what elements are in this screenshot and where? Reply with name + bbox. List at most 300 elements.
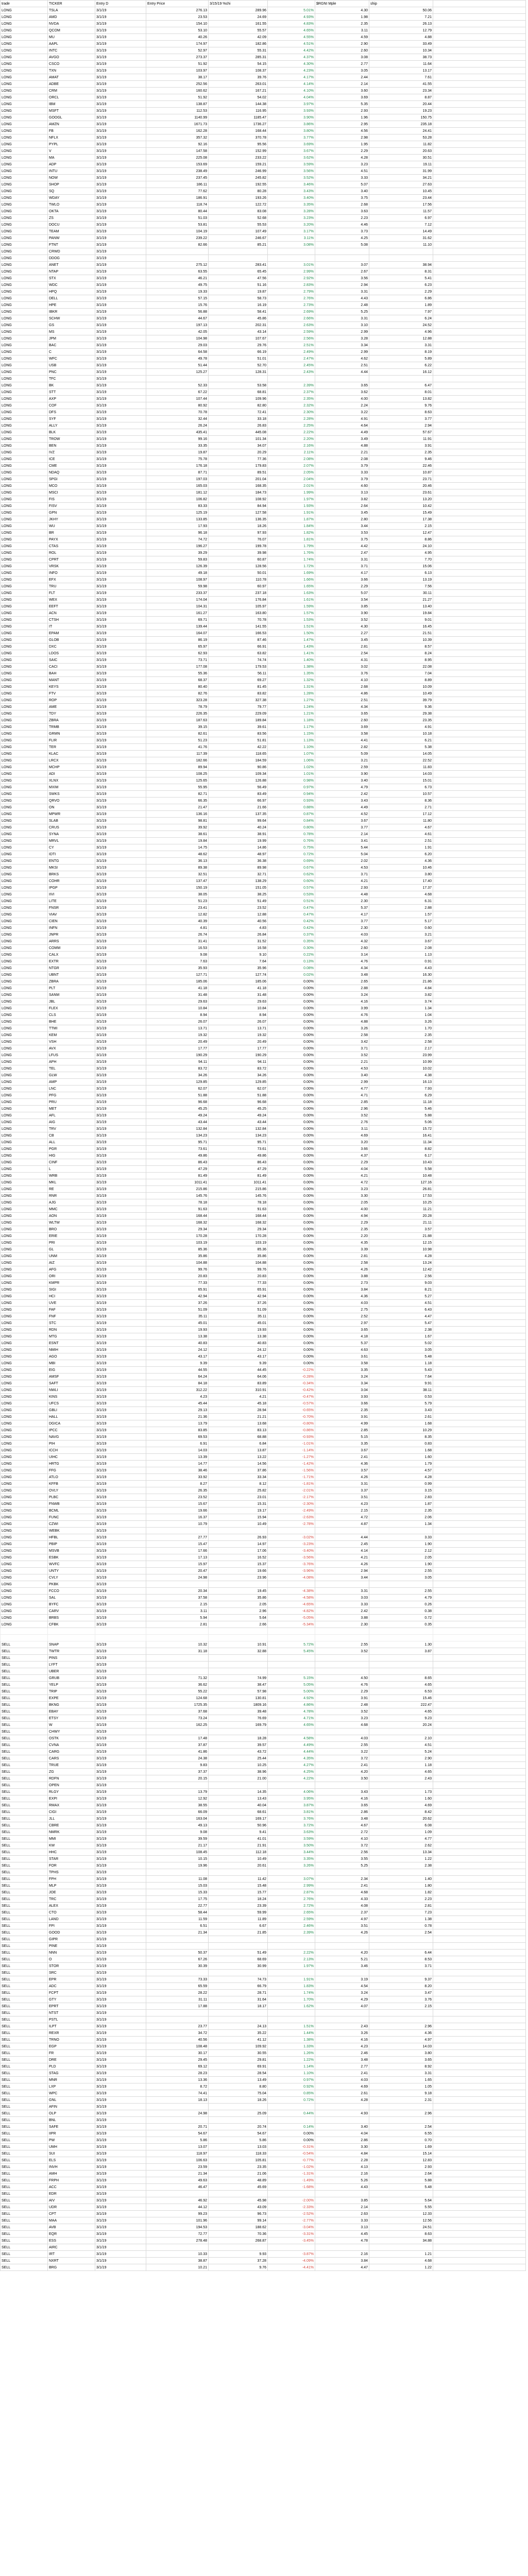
empty-cell[interactable] [433, 2063, 526, 2070]
multiple-cell[interactable]: 3.69 [315, 94, 369, 101]
trade-cell[interactable]: LONG [1, 764, 48, 771]
trade-cell[interactable]: LONG [1, 248, 48, 255]
current-price-cell[interactable]: 151.05 [209, 885, 268, 891]
ship-cell[interactable]: 10.02 [369, 1065, 433, 1072]
multiple-cell[interactable]: 3.69 [315, 724, 369, 731]
ship-cell[interactable]: 23.44 [369, 195, 433, 201]
trade-cell[interactable]: LONG [1, 1126, 48, 1132]
entry-price-cell[interactable]: 24.98 [146, 1574, 209, 1581]
ticker-cell[interactable]: ADC [48, 1983, 95, 1990]
ticker-cell[interactable]: BRBS [48, 1615, 95, 1621]
entry-date-cell[interactable]: 3/1/19 [95, 1467, 146, 1474]
change-cell[interactable]: 0.87% [268, 811, 315, 818]
multiple-cell[interactable]: 3.71 [315, 563, 369, 570]
entry-date-cell[interactable]: 3/1/19 [95, 469, 146, 476]
ship-cell[interactable]: 2.71 [369, 804, 433, 811]
empty-cell[interactable] [433, 21, 526, 27]
ship-cell[interactable]: 235.18 [369, 121, 433, 128]
multiple-cell[interactable]: 2.99 [315, 329, 369, 335]
ship-cell[interactable]: 8.24 [369, 650, 433, 657]
entry-date-cell[interactable]: 3/1/19 [95, 744, 146, 751]
trade-cell[interactable]: LONG [1, 818, 48, 824]
trade-cell[interactable] [1, 1635, 48, 1641]
ticker-cell[interactable]: FOR [48, 1862, 95, 1869]
entry-price-cell[interactable]: 33.35 [146, 443, 209, 449]
entry-price-cell[interactable]: 26.74 [146, 931, 209, 938]
ticker-cell[interactable]: NMIH [48, 1347, 95, 1353]
current-price-cell[interactable]: 15.94 [209, 1514, 268, 1521]
change-cell[interactable]: 0.13% [268, 958, 315, 965]
ticker-cell[interactable]: MTG [48, 1333, 95, 1340]
current-price-cell[interactable]: 129.85 [209, 1079, 268, 1086]
change-cell[interactable]: 0.88% [268, 804, 315, 811]
ship-cell[interactable]: 23.61 [369, 489, 433, 496]
ticker-cell[interactable]: FR [48, 2050, 95, 2057]
entry-date-cell[interactable]: 3/1/19 [95, 1755, 146, 1762]
entry-date-cell[interactable]: 3/1/19 [95, 2157, 146, 2164]
ticker-cell[interactable]: MA [48, 155, 95, 161]
empty-cell[interactable] [433, 1648, 526, 1655]
change-cell[interactable]: 2.45% [268, 362, 315, 369]
ticker-cell[interactable]: ALLY [48, 422, 95, 429]
multiple-cell[interactable]: 3.52 [315, 1052, 369, 1059]
entry-price-cell[interactable]: 23.41 [146, 905, 209, 911]
trade-cell[interactable]: LONG [1, 443, 48, 449]
ticker-cell[interactable]: MPWR [48, 811, 95, 818]
entry-date-cell[interactable]: 3/1/19 [95, 1970, 146, 1976]
ship-cell[interactable]: 5.24 [369, 1749, 433, 1755]
current-price-cell[interactable]: 327.38 [209, 697, 268, 704]
ship-cell[interactable]: 222.47 [369, 1702, 433, 1708]
ticker-cell[interactable]: BEN [48, 443, 95, 449]
entry-price-cell[interactable]: 94.11 [146, 1059, 209, 1065]
entry-price-cell[interactable]: 103.97 [146, 67, 209, 74]
current-price-cell[interactable]: 99.76 [209, 1266, 268, 1273]
entry-date-cell[interactable]: 3/1/19 [95, 1005, 146, 1012]
current-price-cell[interactable]: 370.78 [209, 134, 268, 141]
trade-cell[interactable]: LONG [1, 1086, 48, 1092]
change-cell[interactable]: 3.35% [268, 201, 315, 208]
ship-cell[interactable]: 38.11 [369, 1387, 433, 1394]
ship-cell[interactable]: 14.05 [369, 751, 433, 757]
ticker-cell[interactable]: RMAX [48, 1802, 95, 1809]
ship-cell[interactable]: 1.30 [369, 1641, 433, 1648]
current-price-cell[interactable]: 144.38 [209, 101, 268, 108]
empty-cell[interactable] [433, 201, 526, 208]
entry-date-cell[interactable]: 3/1/19 [95, 603, 146, 610]
current-price-cell[interactable]: 74.73 [209, 1976, 268, 1983]
ship-cell[interactable]: 0.38 [369, 1608, 433, 1615]
ticker-cell[interactable]: KLAC [48, 751, 95, 757]
entry-price-cell[interactable]: 62.93 [146, 650, 209, 657]
ship-cell[interactable]: 2.64 [369, 2171, 433, 2177]
current-price-cell[interactable]: 109.92 [209, 2043, 268, 2050]
change-cell[interactable]: 1.51% [268, 623, 315, 630]
change-cell[interactable]: 4.42% [268, 47, 315, 54]
empty-cell[interactable] [433, 831, 526, 838]
entry-price-cell[interactable]: 41.86 [146, 1749, 209, 1755]
change-cell[interactable]: 1.65% [268, 583, 315, 590]
ship-cell[interactable]: 39.79 [369, 697, 433, 704]
entry-date-cell[interactable]: 3/1/19 [95, 1675, 146, 1682]
entry-date-cell[interactable]: 3/1/19 [95, 1045, 146, 1052]
entry-date-cell[interactable]: 3/1/19 [95, 590, 146, 597]
multiple-cell[interactable]: 4.69 [315, 1132, 369, 1139]
multiple-cell[interactable]: 2.60 [315, 945, 369, 952]
current-price-cell[interactable]: 40.04 [209, 1802, 268, 1809]
change-cell[interactable]: 0.00% [268, 1166, 315, 1173]
entry-price-cell[interactable]: 117.39 [146, 751, 209, 757]
change-cell[interactable]: -0.28% [268, 1374, 315, 1380]
empty-cell[interactable] [433, 1474, 526, 1481]
current-price-cell[interactable]: 68.61 [209, 1809, 268, 1816]
entry-date-cell[interactable]: 3/1/19 [95, 2043, 146, 2050]
entry-date-cell[interactable]: 3/1/19 [95, 1146, 146, 1153]
trade-cell[interactable]: LONG [1, 757, 48, 764]
entry-price-cell[interactable]: 174.04 [146, 597, 209, 603]
multiple-cell[interactable]: 4.13 [315, 2164, 369, 2171]
ship-cell[interactable]: 21.11 [369, 1219, 433, 1226]
ship-cell[interactable]: 6.21 [369, 737, 433, 744]
change-cell[interactable]: -1.71% [268, 1474, 315, 1481]
change-cell[interactable]: 2.66% [268, 315, 315, 322]
current-price-cell[interactable]: 25.44 [209, 1755, 268, 1762]
entry-price-cell[interactable]: 91.63 [146, 1206, 209, 1213]
entry-price-cell[interactable]: 136.16 [146, 811, 209, 818]
multiple-cell[interactable]: 3.07 [315, 262, 369, 268]
current-price-cell[interactable]: 16.19 [209, 302, 268, 309]
trade-cell[interactable]: LONG [1, 94, 48, 101]
ship-cell[interactable]: 30.11 [369, 590, 433, 597]
ship-cell[interactable]: 20.62 [369, 1816, 433, 1822]
ship-cell[interactable] [369, 1943, 433, 1950]
trade-cell[interactable]: SELL [1, 2251, 48, 2258]
entry-price-cell[interactable]: 38.46 [146, 1467, 209, 1474]
entry-price-cell[interactable]: 40.56 [146, 2037, 209, 2043]
current-price-cell[interactable] [209, 1970, 268, 1976]
current-price-cell[interactable]: 9.10 [209, 952, 268, 958]
entry-price-cell[interactable]: 215.86 [146, 1186, 209, 1193]
entry-date-cell[interactable]: 3/1/19 [95, 1059, 146, 1065]
entry-price-cell[interactable]: 252.56 [146, 81, 209, 88]
trade-cell[interactable]: SELL [1, 1742, 48, 1749]
trade-cell[interactable]: LONG [1, 844, 48, 851]
ship-cell[interactable]: 20.44 [369, 101, 433, 108]
trade-cell[interactable]: LONG [1, 1313, 48, 1320]
change-cell[interactable]: 2.46% [268, 1923, 315, 1929]
trade-cell[interactable]: SELL [1, 1668, 48, 1675]
ticker-cell[interactable]: FPH [48, 1876, 95, 1883]
multiple-cell[interactable]: 2.55 [315, 1641, 369, 1648]
empty-cell[interactable] [433, 1434, 526, 1440]
multiple-cell[interactable]: 3.79 [315, 463, 369, 469]
trade-cell[interactable]: LONG [1, 161, 48, 168]
ship-cell[interactable]: 5.06 [369, 1119, 433, 1126]
empty-cell[interactable] [433, 1561, 526, 1568]
multiple-cell[interactable]: 4.72 [315, 1514, 369, 1521]
empty-cell[interactable] [433, 67, 526, 74]
change-cell[interactable]: -1.31% [268, 2171, 315, 2177]
current-price-cell[interactable]: 40.83 [209, 1340, 268, 1347]
empty-cell[interactable] [433, 1273, 526, 1280]
ship-cell[interactable]: 4.61 [369, 831, 433, 838]
ship-cell[interactable]: 4.51 [369, 1300, 433, 1307]
current-price-cell[interactable]: 109.96 [209, 396, 268, 402]
entry-price-cell[interactable]: 133.85 [146, 516, 209, 523]
trade-cell[interactable]: SELL [1, 2063, 48, 2070]
entry-date-cell[interactable]: 3/1/19 [95, 771, 146, 777]
empty-cell[interactable] [433, 208, 526, 215]
empty-cell[interactable] [433, 329, 526, 335]
empty-cell[interactable] [433, 1467, 526, 1474]
ticker-cell[interactable]: WDC [48, 282, 95, 289]
ticker-cell[interactable]: HPQ [48, 289, 95, 295]
entry-price-cell[interactable]: 18.13 [146, 2097, 209, 2104]
entry-price-cell[interactable]: 15.76 [146, 302, 209, 309]
empty-cell[interactable] [433, 965, 526, 972]
ticker-cell[interactable]: FTV [48, 690, 95, 697]
empty-cell[interactable] [433, 878, 526, 885]
current-price-cell[interactable]: 145.76 [209, 1193, 268, 1199]
change-cell[interactable]: -4.09% [268, 2258, 315, 2264]
entry-price-cell[interactable]: 42.05 [146, 329, 209, 335]
change-cell[interactable]: 1.41% [268, 650, 315, 657]
change-cell[interactable]: 3.59% [268, 161, 315, 168]
ticker-cell[interactable]: AGO [48, 1353, 95, 1360]
entry-price-cell[interactable]: 42.94 [146, 1293, 209, 1300]
current-price-cell[interactable]: 55.31 [209, 47, 268, 54]
current-price-cell[interactable]: 72.41 [209, 409, 268, 416]
entry-date-cell[interactable]: 3/1/19 [95, 2238, 146, 2244]
entry-date-cell[interactable]: 3/1/19 [95, 650, 146, 657]
ticker-cell[interactable]: AME [48, 704, 95, 710]
entry-date-cell[interactable]: 3/1/19 [95, 449, 146, 456]
entry-price-cell[interactable]: 30.17 [146, 2050, 209, 2057]
ticker-cell[interactable]: WRB [48, 1173, 95, 1179]
change-cell[interactable]: 1.72% [268, 563, 315, 570]
ticker-cell[interactable]: TER [48, 744, 95, 751]
entry-price-cell[interactable]: 80.92 [146, 402, 209, 409]
multiple-cell[interactable]: 2.82 [315, 744, 369, 751]
empty-cell[interactable] [433, 704, 526, 710]
empty-cell[interactable] [433, 938, 526, 945]
multiple-cell[interactable]: 2.85 [315, 1427, 369, 1434]
ticker-cell[interactable]: INFO [48, 570, 95, 577]
change-cell[interactable]: 0.00% [268, 1213, 315, 1219]
change-cell[interactable]: 0.57% [268, 885, 315, 891]
multiple-cell[interactable]: 4.51 [315, 168, 369, 175]
change-cell[interactable] [268, 2016, 315, 2023]
empty-cell[interactable] [433, 396, 526, 402]
multiple-cell[interactable]: 4.49 [315, 429, 369, 436]
change-cell[interactable]: 0.75% [268, 844, 315, 851]
change-cell[interactable]: -5.34% [268, 1621, 315, 1628]
entry-price-cell[interactable] [146, 2244, 209, 2251]
change-cell[interactable]: 1.15% [268, 731, 315, 737]
current-price-cell[interactable]: 445.08 [209, 429, 268, 436]
ship-cell[interactable]: 4.96 [369, 329, 433, 335]
entry-price-cell[interactable]: 29.34 [146, 1226, 209, 1233]
entry-price-cell[interactable]: 6.91 [146, 1440, 209, 1447]
trade-cell[interactable]: SELL [1, 2264, 48, 2271]
empty-cell[interactable] [433, 583, 526, 590]
entry-date-cell[interactable]: 3/1/19 [95, 2010, 146, 2016]
ship-cell[interactable]: 22.46 [369, 463, 433, 469]
ship-cell[interactable] [369, 376, 433, 382]
trade-cell[interactable]: LONG [1, 670, 48, 677]
current-price-cell[interactable]: 35.22 [209, 2030, 268, 2037]
trade-cell[interactable]: SELL [1, 2191, 48, 2197]
multiple-cell[interactable]: 4.31 [315, 657, 369, 664]
change-cell[interactable]: -3.87% [268, 2251, 315, 2258]
current-price-cell[interactable]: 24.12 [209, 1347, 268, 1353]
multiple-cell[interactable]: 2.34 [315, 1876, 369, 1883]
entry-date-cell[interactable]: 3/1/19 [95, 322, 146, 329]
entry-price-cell[interactable]: 45.01 [146, 1320, 209, 1327]
trade-cell[interactable]: LONG [1, 1574, 48, 1581]
current-price-cell[interactable]: 168.32 [209, 1219, 268, 1226]
multiple-cell[interactable]: 2.54 [315, 650, 369, 657]
current-price-cell[interactable]: 29.63 [209, 998, 268, 1005]
empty-cell[interactable] [433, 885, 526, 891]
entry-price-cell[interactable]: 9.08 [146, 952, 209, 958]
ticker-cell[interactable]: STC [48, 1320, 95, 1327]
empty-cell[interactable] [433, 1159, 526, 1166]
trade-cell[interactable]: SELL [1, 2224, 48, 2231]
current-price-cell[interactable]: 136.35 [209, 516, 268, 523]
multiple-cell[interactable]: 4.37 [315, 1153, 369, 1159]
multiple-cell[interactable]: 3.13 [315, 489, 369, 496]
entry-price-cell[interactable] [146, 248, 209, 255]
entry-price-cell[interactable]: 63.55 [146, 268, 209, 275]
multiple-cell[interactable]: 2.51 [315, 697, 369, 704]
trade-cell[interactable]: LONG [1, 1286, 48, 1293]
trade-cell[interactable]: SELL [1, 1775, 48, 1782]
current-price-cell[interactable]: 24.69 [209, 14, 268, 21]
entry-price-cell[interactable]: 112.53 [146, 108, 209, 114]
entry-date-cell[interactable]: 3/1/19 [95, 550, 146, 556]
ticker-cell[interactable]: MKSI [48, 865, 95, 871]
ship-cell[interactable]: 12.47 [369, 530, 433, 536]
entry-date-cell[interactable]: 3/1/19 [95, 1735, 146, 1742]
entry-price-cell[interactable]: 51.88 [146, 1092, 209, 1099]
change-cell[interactable]: 0.78% [268, 831, 315, 838]
empty-cell[interactable] [433, 1193, 526, 1199]
empty-cell[interactable] [433, 1313, 526, 1320]
empty-cell[interactable] [433, 1641, 526, 1648]
entry-date-cell[interactable]: 3/1/19 [95, 1461, 146, 1467]
current-price-cell[interactable]: 110.78 [209, 577, 268, 583]
change-cell[interactable]: -0.31% [268, 2144, 315, 2150]
ticker-cell[interactable]: CZWI [48, 1521, 95, 1528]
current-price-cell[interactable]: 1011.41 [209, 1179, 268, 1186]
current-price-cell[interactable]: 127.74 [209, 972, 268, 978]
change-cell[interactable]: 2.32% [268, 402, 315, 409]
empty-cell[interactable] [433, 168, 526, 175]
ship-cell[interactable]: 17.37 [369, 885, 433, 891]
entry-date-cell[interactable]: 3/1/19 [95, 1440, 146, 1447]
ship-cell[interactable]: 6.55 [369, 2130, 433, 2137]
change-cell[interactable]: 2.51% [268, 342, 315, 349]
entry-date-cell[interactable]: 3/1/19 [95, 2258, 146, 2264]
entry-date-cell[interactable]: 3/1/19 [95, 1889, 146, 1896]
trade-cell[interactable]: SELL [1, 2030, 48, 2037]
ticker-cell[interactable]: INVH [48, 2164, 95, 2171]
trade-cell[interactable]: LONG [1, 335, 48, 342]
entry-price-cell[interactable] [146, 2010, 209, 2016]
ship-cell[interactable]: 6.08 [369, 1822, 433, 1829]
trade-cell[interactable]: LONG [1, 255, 48, 262]
entry-price-cell[interactable]: 96.18 [146, 530, 209, 536]
entry-price-cell[interactable]: 21.47 [146, 804, 209, 811]
entry-date-cell[interactable]: 3/1/19 [95, 161, 146, 168]
ship-cell[interactable]: 10.43 [369, 1159, 433, 1166]
entry-date-cell[interactable]: 3/1/19 [95, 108, 146, 114]
ship-cell[interactable]: 1.73 [369, 1789, 433, 1795]
ticker-cell[interactable]: TRC [48, 1896, 95, 1903]
trade-cell[interactable]: SELL [1, 2097, 48, 2104]
entry-date-cell[interactable]: 3/1/19 [95, 242, 146, 248]
entry-date-cell[interactable]: 3/1/19 [95, 2231, 146, 2238]
trade-cell[interactable]: LONG [1, 556, 48, 563]
multiple-cell[interactable]: 4.44 [315, 369, 369, 376]
entry-date-cell[interactable]: 3/1/19 [95, 1950, 146, 1956]
empty-cell[interactable] [433, 804, 526, 811]
change-cell[interactable]: 0.00% [268, 1019, 315, 1025]
entry-price-cell[interactable]: 273.37 [146, 54, 209, 61]
ticker-cell[interactable]: BLK [48, 429, 95, 436]
change-cell[interactable]: -0.54% [268, 2150, 315, 2157]
ticker-cell[interactable]: KINS [48, 1394, 95, 1400]
entry-price-cell[interactable]: 41.76 [146, 744, 209, 751]
entry-price-cell[interactable]: 35.11 [146, 1313, 209, 1320]
ship-cell[interactable] [369, 248, 433, 255]
empty-cell[interactable] [433, 637, 526, 643]
entry-price-cell[interactable]: 19.32 [146, 1032, 209, 1039]
empty-cell[interactable] [433, 1307, 526, 1313]
empty-cell[interactable] [433, 61, 526, 67]
trade-cell[interactable]: LONG [1, 710, 48, 717]
multiple-cell[interactable]: 4.59 [315, 34, 369, 41]
ticker-cell[interactable]: PLT [48, 985, 95, 992]
trade-cell[interactable]: LONG [1, 664, 48, 670]
change-cell[interactable]: 0.00% [268, 1320, 315, 1327]
entry-price-cell[interactable]: 10.84 [146, 1005, 209, 1012]
multiple-cell[interactable]: 3.75 [315, 536, 369, 543]
change-cell[interactable]: 1.10% [268, 744, 315, 751]
ticker-cell[interactable]: NTST [48, 2010, 95, 2016]
current-price-cell[interactable]: 179.53 [209, 664, 268, 670]
current-price-cell[interactable]: 23.01 [209, 1494, 268, 1501]
trade-cell[interactable]: LONG [1, 597, 48, 603]
empty-cell[interactable] [433, 101, 526, 108]
ticker-cell[interactable]: TROW [48, 436, 95, 443]
multiple-cell[interactable]: 2.16 [315, 2251, 369, 2258]
ticker-cell[interactable]: FCCO [48, 1588, 95, 1595]
ship-cell[interactable]: 0.35 [369, 1621, 433, 1628]
ship-cell[interactable]: 2.96 [369, 2110, 433, 2117]
entry-price-cell[interactable]: 59.83 [146, 556, 209, 563]
ticker-cell[interactable]: SPGI [48, 476, 95, 483]
trade-cell[interactable]: LONG [1, 21, 48, 27]
ticker-cell[interactable]: CSCO [48, 61, 95, 67]
current-price-cell[interactable]: 99.14 [209, 2217, 268, 2224]
current-price-cell[interactable]: 6.84 [209, 1440, 268, 1447]
ticker-cell[interactable]: MMC [48, 1206, 95, 1213]
header-empty[interactable] [433, 1, 526, 7]
entry-price-cell[interactable]: 28.23 [146, 2070, 209, 2077]
entry-date-cell[interactable]: 3/1/19 [95, 1106, 146, 1112]
